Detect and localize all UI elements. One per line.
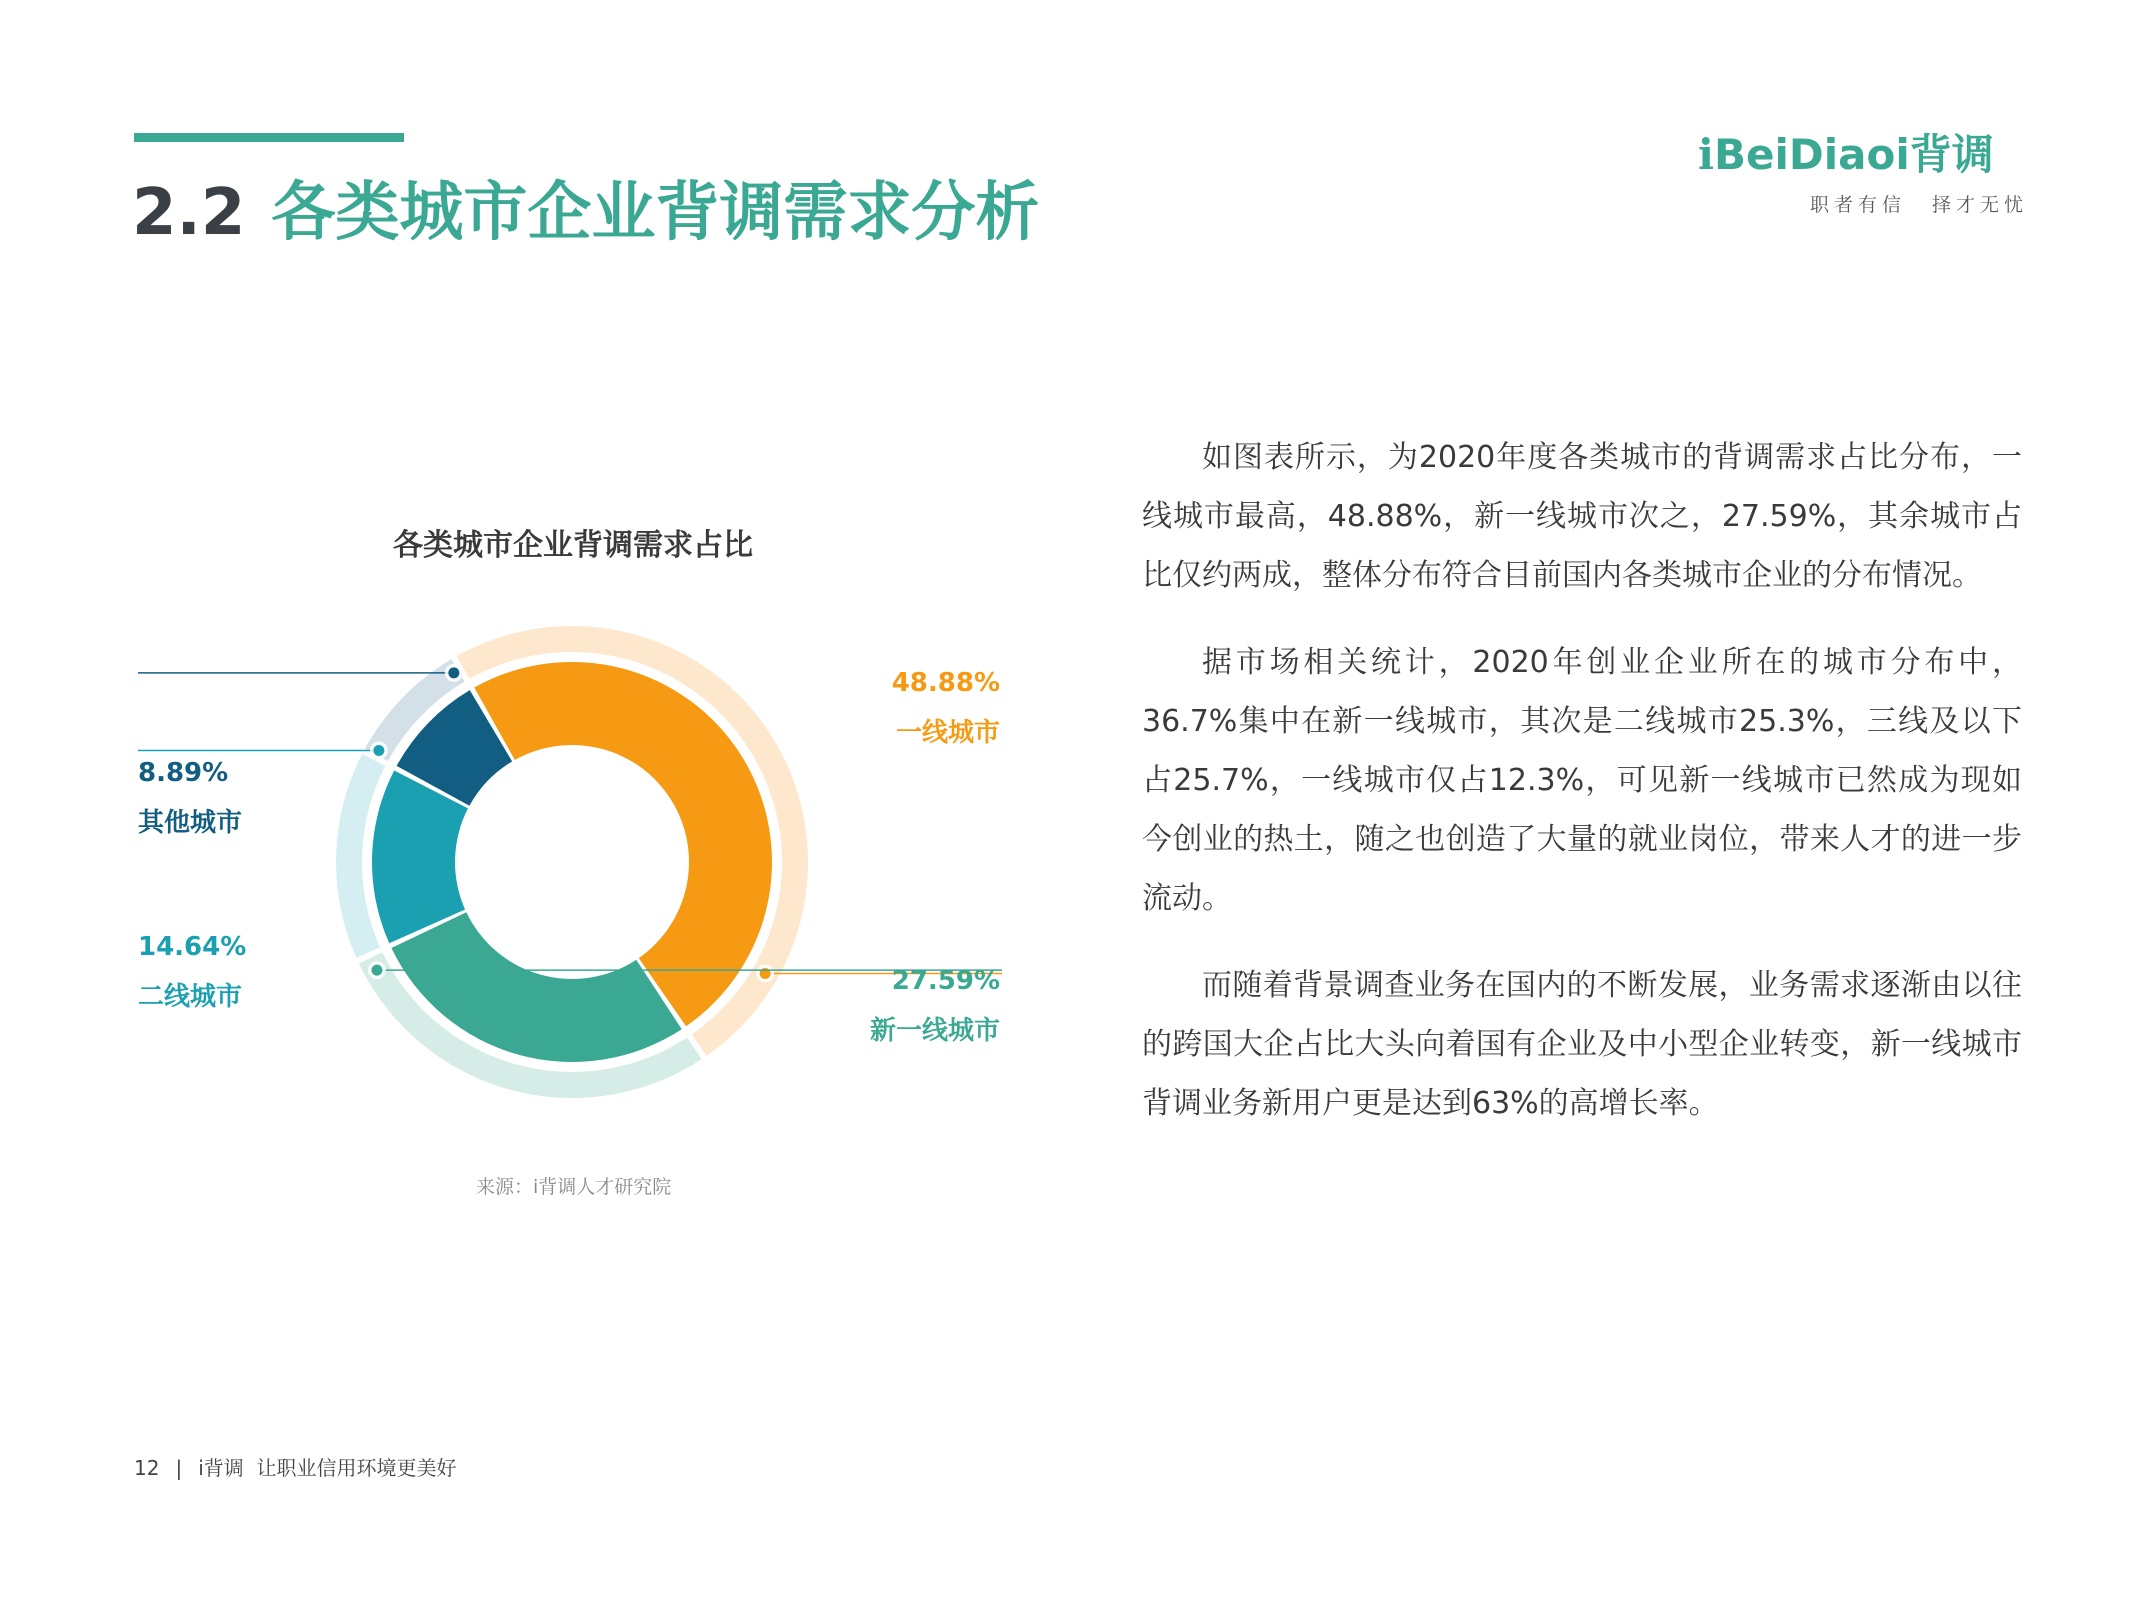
- leader-dot-other: [448, 667, 459, 678]
- footer-separator: |: [175, 1456, 183, 1480]
- donut-chart: [0, 0, 1100, 1250]
- label-other: [138, 758, 242, 839]
- logo-wordmark: [1698, 130, 1994, 180]
- paragraph-2: 据市场相关统计，2020年创业企业所在的城市分布中，36.7%集中在新一线城市，其次是二线城市25.3%，三线及以下占25.7%，一线城市仅占12.3%，可见新一线城市已然成为现如今创业的热土，随之也创造了大量的就业岗位，带来人才的进一步流动。: [1142, 645, 2022, 916]
- page-number: 12: [134, 1456, 160, 1480]
- label-tier1-name: 一线城市: [895, 718, 1000, 748]
- brand-logo: [1698, 130, 2028, 220]
- footer-tagline: 让职业信用环境更美好: [256, 1456, 457, 1480]
- logo-prefix: i: [1698, 130, 1714, 179]
- logo-brand: BeiDiao: [1713, 130, 1896, 179]
- body-text: [1142, 428, 2022, 1161]
- label-new-tier1: [840, 966, 1000, 1047]
- slogan-left: 职者有信: [1809, 194, 1906, 216]
- logo-slogan: [1810, 190, 2028, 217]
- page-footer: [134, 1452, 456, 1481]
- chart-title: 各类城市企业背调需求占比: [393, 528, 753, 563]
- chart-source: 来源：i背调人才研究院: [476, 1176, 672, 1198]
- label-tier2: [138, 932, 246, 1013]
- section-number: 2.2: [132, 176, 246, 250]
- label-tier1: [840, 668, 1000, 749]
- paragraph-3: 而随着背景调查业务在国内的不断发展，业务需求逐渐由以往的跨国大企占比大头向着国有企业及中小型企业转变，新一线城市背调业务新用户更是达到63%的高增长率。: [1142, 968, 2022, 1121]
- paragraph-1: 如图表所示，为2020年度各类城市的背调需求占比分布，一线城市最高，48.88%，新一线城市次之，27.59%，其余城市占比仅约两成，整体分布符合目前国内各类城市企业的分布情况。: [1142, 440, 2022, 593]
- label-other-name: 其他城市: [138, 808, 243, 838]
- leader-dot-new-tier1: [371, 965, 382, 976]
- label-new-tier1-name: 新一线城市: [869, 1016, 1000, 1046]
- logo-brand-cn: i背调: [1895, 130, 1994, 179]
- leader-dot-tier2: [373, 745, 384, 756]
- label-other-value: 8.89%: [138, 758, 229, 788]
- footer-brand: i背调: [198, 1456, 244, 1480]
- label-new-tier1-value: 27.59%: [891, 966, 1000, 996]
- section-title: 各类城市企业背调需求分析: [271, 176, 1040, 250]
- label-tier2-name: 二线城市: [138, 982, 243, 1012]
- label-tier2-value: 14.64%: [138, 932, 247, 962]
- slogan-right: 择才无忧: [1931, 194, 2028, 216]
- label-tier1-value: 48.88%: [891, 668, 1000, 698]
